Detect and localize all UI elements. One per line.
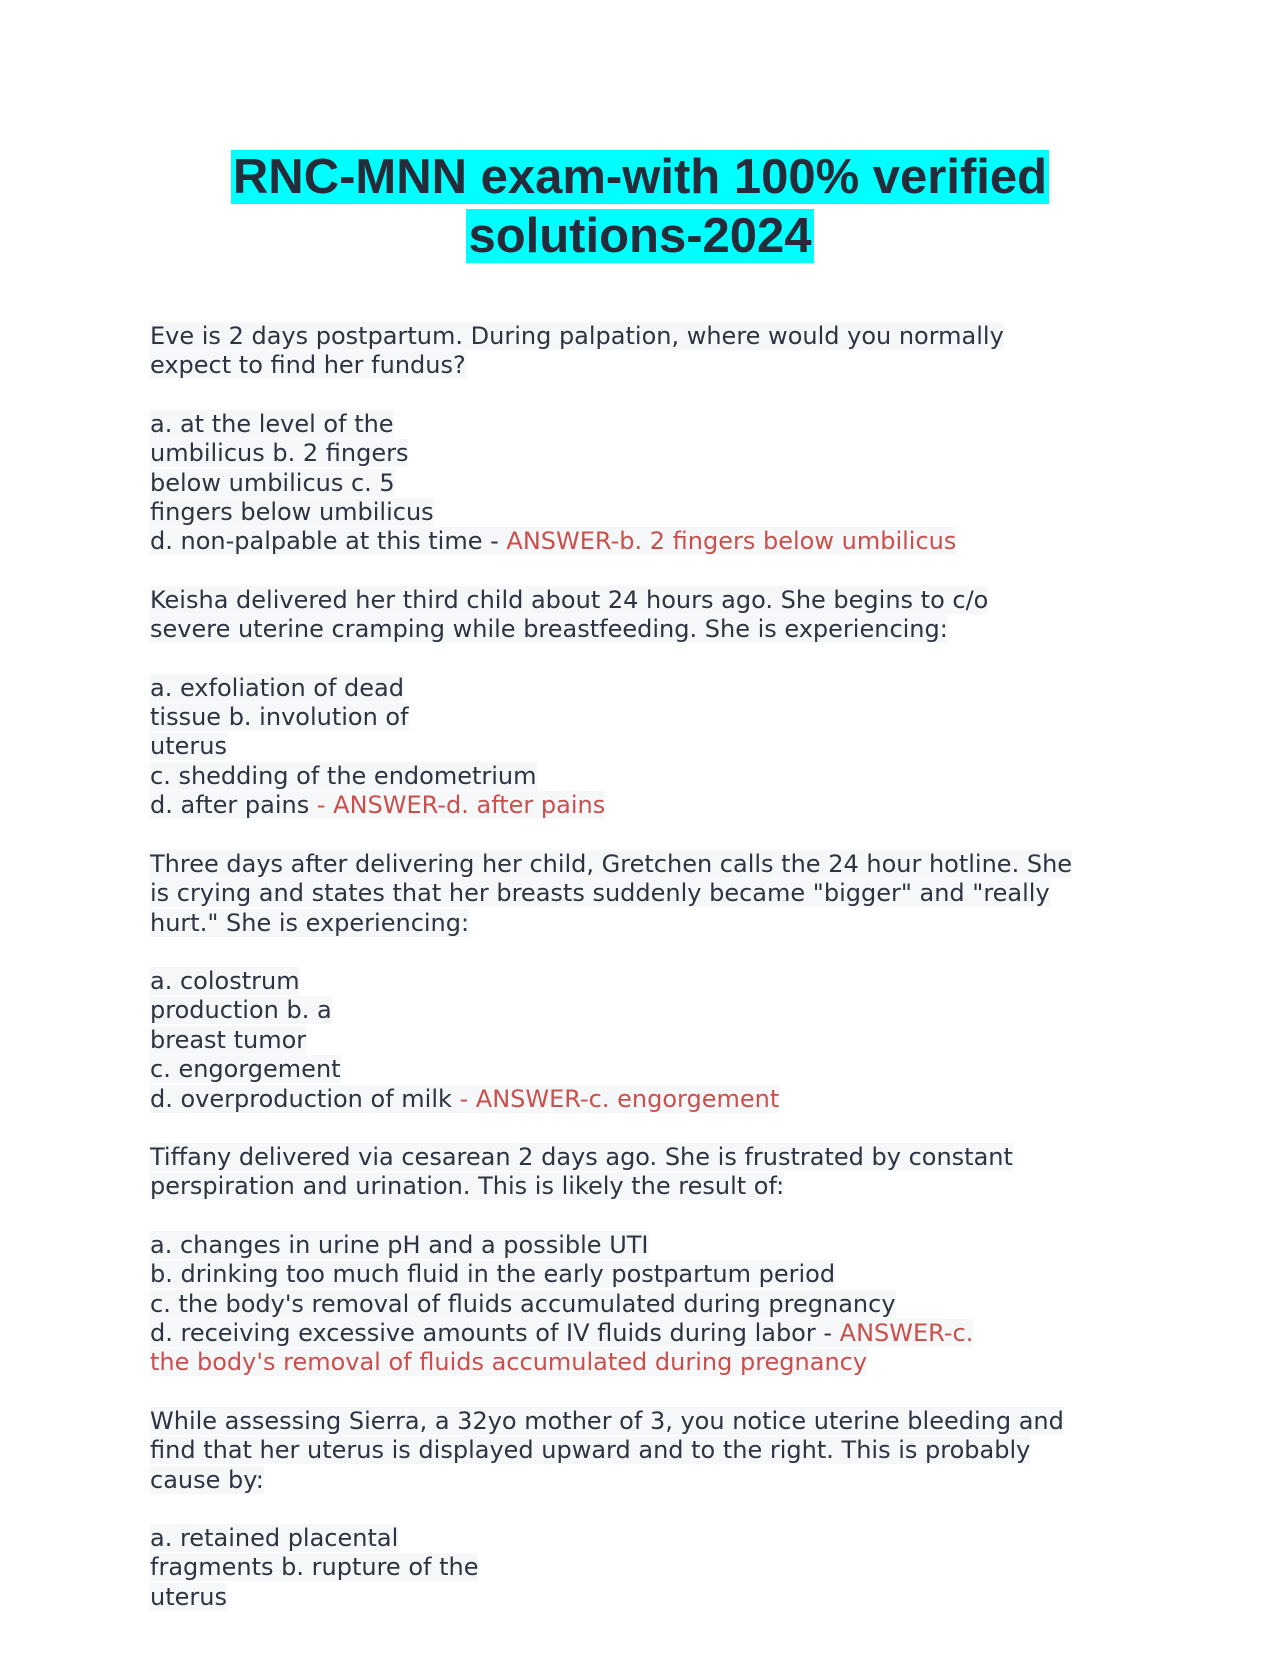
q4-option-text-3: c. the body's removal of fluids accumulated during pregnancy	[150, 1289, 896, 1318]
title-highlight-2: solutions-2024	[468, 209, 812, 263]
q4-option-text-2: b. drinking too much fluid in the early postpartum period	[150, 1260, 836, 1289]
q3-stem-text-1: Three days after delivering her child, Gretchen calls the 24 hour hotline. She	[150, 849, 1073, 878]
q2-option-line-1	[150, 674, 1150, 703]
q5-stem-line-2	[150, 1436, 1150, 1465]
title-line-1	[0, 148, 1280, 207]
q1-option-line-2	[150, 439, 1150, 468]
q1-option-text-1: a. at the level of the	[150, 409, 394, 438]
q1-option-text-4: fingers below umbilicus	[150, 498, 434, 527]
q1-option-line-3	[150, 469, 1150, 498]
question-4	[150, 1143, 1150, 1378]
q4-answer-part-2: the body's removal of fluids accumulated during pregnancy	[150, 1348, 868, 1377]
q4-option-text-1: a. changes in urine pH and a possible UTI	[150, 1230, 649, 1259]
q2-option-text-1: a. exfoliation of dead	[150, 673, 404, 702]
q3-answer: - ANSWER-c. engorgement	[459, 1084, 780, 1113]
q2-stem-text-2: severe uterine cramping while breastfeeding. She is experiencing:	[150, 615, 948, 644]
q2-stem-line-1	[150, 586, 1150, 615]
question-3	[150, 850, 1150, 1114]
q1-stem-line-1	[150, 322, 1150, 351]
q5-stem-text-2: find that her uterus is displayed upward and to the right. This is probably	[150, 1436, 1031, 1465]
document-body	[150, 322, 1150, 1612]
q1-option-text-5: d. non-palpable at this time -	[150, 527, 507, 556]
q5-stem-text-1: While assessing Sierra, a 32yo mother of 3, you notice uterine bleeding and	[150, 1406, 1064, 1435]
q1-answer: ANSWER-b. 2 fingers below umbilicus	[506, 527, 957, 556]
title-highlight-1: RNC-MNN exam-with 100% verified	[232, 150, 1048, 204]
q2-option-line-5	[150, 791, 1150, 820]
q4-option-line-2	[150, 1260, 1150, 1289]
q2-answer: - ANSWER-d. after pains	[316, 791, 606, 820]
q2-option-text-5: d. after pains	[150, 791, 317, 820]
document-title	[0, 148, 1280, 266]
q2-option-line-3	[150, 732, 1150, 761]
q2-option-text-3: uterus	[150, 732, 227, 761]
q3-stem-text-2: is crying and states that her breasts suddenly became "bigger" and "really	[150, 879, 1050, 908]
q1-option-line-4	[150, 498, 1150, 527]
q5-option-line-3	[150, 1583, 1150, 1612]
q4-stem-text-2: perspiration and urination. This is likely the result of:	[150, 1172, 785, 1201]
q3-stem-line-3	[150, 909, 1150, 938]
q1-option-text-3: below umbilicus c. 5	[150, 468, 395, 497]
q2-option-text-4: c. shedding of the endometrium	[150, 761, 537, 790]
q3-option-text-4: c. engorgement	[150, 1055, 341, 1084]
q5-stem-text-3: cause by:	[150, 1465, 264, 1494]
q1-option-line-1	[150, 410, 1150, 439]
q3-stem-line-1	[150, 850, 1150, 879]
q5-option-line-1	[150, 1524, 1150, 1553]
q3-option-line-4	[150, 1055, 1150, 1084]
q5-option-line-2	[150, 1553, 1150, 1582]
q5-option-text-1: a. retained placental	[150, 1524, 399, 1552]
q5-option-text-3: uterus	[150, 1582, 227, 1611]
q1-stem-line-2	[150, 351, 1150, 380]
q3-option-line-5	[150, 1085, 1150, 1114]
q3-stem-text-3: hurt." She is experiencing:	[150, 908, 470, 937]
q4-option-line-1	[150, 1231, 1150, 1260]
q2-option-line-4	[150, 762, 1150, 791]
question-5	[150, 1407, 1150, 1612]
q3-option-text-3: breast tumor	[150, 1025, 307, 1054]
q5-stem-line-1	[150, 1407, 1150, 1436]
q5-option-text-2: fragments b. rupture of the	[150, 1553, 479, 1582]
q3-option-text-5: d. overproduction of milk	[150, 1084, 460, 1113]
question-1	[150, 322, 1150, 557]
q4-stem-line-1	[150, 1143, 1150, 1172]
q3-option-line-2	[150, 996, 1150, 1025]
q3-option-text-2: production b. a	[150, 996, 332, 1025]
q4-option-text-4: d. receiving excessive amounts of IV fluids during labor -	[150, 1318, 840, 1347]
q1-option-text-2: umbilicus b. 2 fingers	[150, 439, 409, 468]
q3-option-text-1: a. colostrum	[150, 966, 300, 995]
q3-option-line-1	[150, 967, 1150, 996]
q5-stem-line-3	[150, 1466, 1150, 1495]
q1-stem-text-2: expect to find her fundus?	[150, 351, 466, 380]
q3-option-line-3	[150, 1026, 1150, 1055]
title-line-2	[0, 207, 1280, 266]
q4-stem-line-2	[150, 1172, 1150, 1201]
q2-stem-line-2	[150, 615, 1150, 644]
q2-option-text-2: tissue b. involution of	[150, 703, 409, 732]
q1-option-line-5	[150, 527, 1150, 556]
q1-stem-text-1: Eve is 2 days postpartum. During palpation, where would you normally	[150, 322, 1004, 350]
q3-stem-line-2	[150, 879, 1150, 908]
q4-option-line-3	[150, 1290, 1150, 1319]
q4-answer-line-2	[150, 1348, 1150, 1377]
q2-option-line-2	[150, 703, 1150, 732]
q4-option-line-4	[150, 1319, 1150, 1348]
q2-stem-text-1: Keisha delivered her third child about 24 hours ago. She begins to c/o	[150, 585, 989, 614]
q4-answer-part-1: ANSWER-c.	[839, 1318, 974, 1347]
question-2	[150, 586, 1150, 821]
q4-stem-text-1: Tiffany delivered via cesarean 2 days ago. She is frustrated by constant	[150, 1142, 1013, 1171]
